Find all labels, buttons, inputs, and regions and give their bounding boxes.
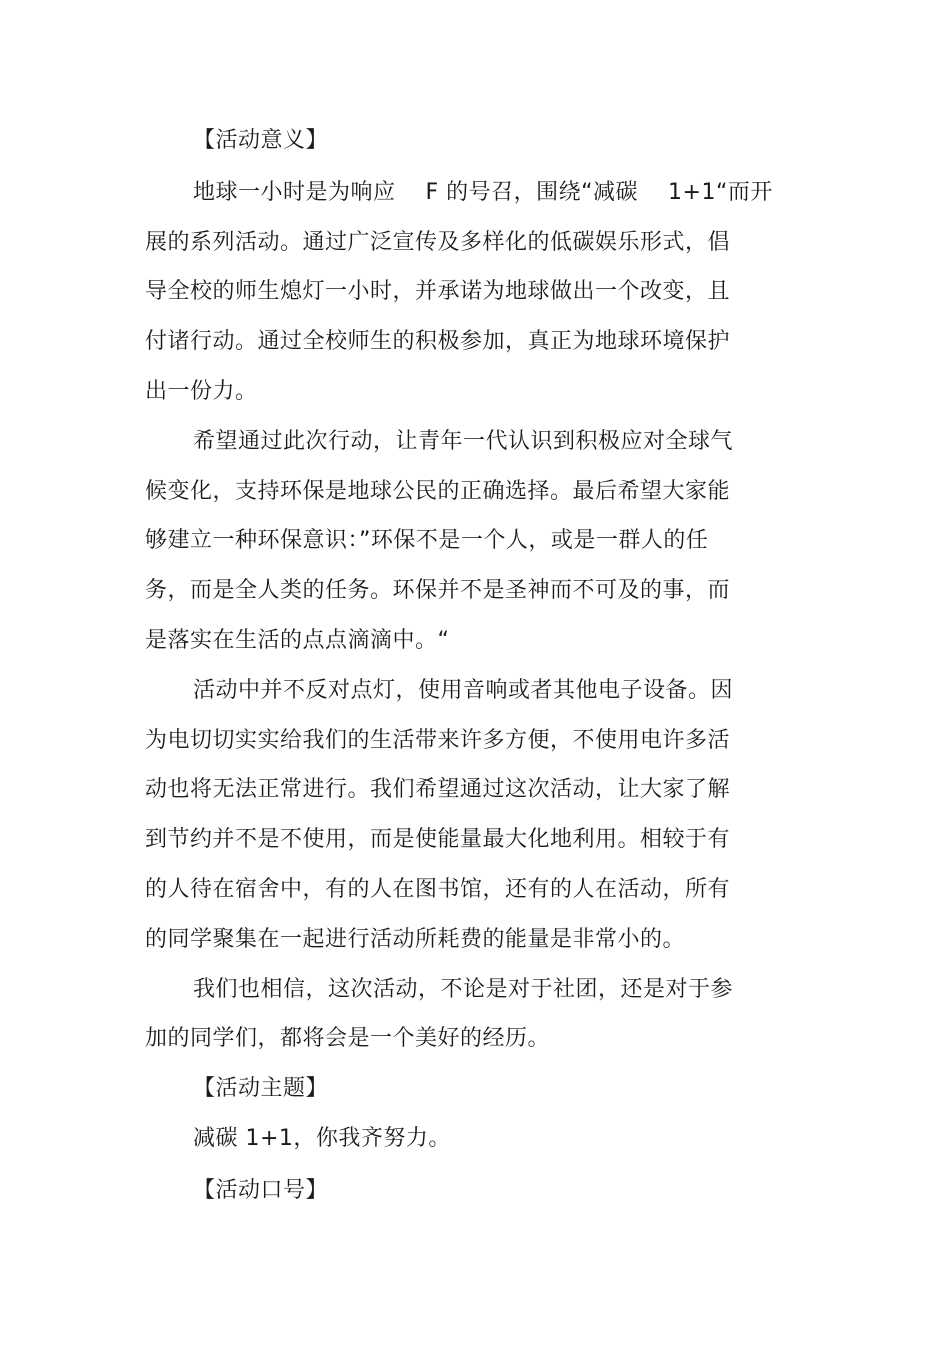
paragraph-line: 导全校的师生熄灯一小时，并承诺为地球做出一个改变，且 xyxy=(145,279,731,304)
paragraph-line: 为电切切实实给我们的生活带来许多方便，不使用电许多活 xyxy=(145,728,731,753)
paragraph-line: 我们也相信，这次活动，不论是对于社团，还是对于参 xyxy=(193,977,734,1002)
theme-text: 减碳 1+1，你我齐努力。 xyxy=(193,1126,451,1151)
paragraph-line: 加的同学们，都将会是一个美好的经历。 xyxy=(145,1026,551,1051)
paragraph-line: 的同学聚集在一起进行活动所耗费的能量是非常小的。 xyxy=(145,927,686,952)
paragraph-line: 地球一小时是为响应 F 的号召，围绕“减碳 1+1“而开 xyxy=(193,180,773,205)
paragraph-line: 候变化，支持环保是地球公民的正确选择。最后希望大家能 xyxy=(145,479,731,504)
paragraph-line: 展的系列活动。通过广泛宣传及多样化的低碳娱乐形式，倡 xyxy=(145,230,731,255)
paragraph-line: 出一份力。 xyxy=(145,379,258,404)
paragraph-line: 到节约并不是不使用，而是使能量最大化地利用。相较于有 xyxy=(145,827,731,852)
paragraph-line: 够建立一种环保意识：”环保不是一个人，或是一群人的任 xyxy=(145,528,709,553)
paragraph-line: 务，而是全人类的任务。环保并不是圣神而不可及的事，而 xyxy=(145,578,731,603)
paragraph-line: 活动中并不反对点灯，使用音响或者其他电子设备。因 xyxy=(193,678,734,703)
section-heading-slogan: 【活动口号】 xyxy=(193,1178,329,1203)
paragraph-line: 付诸行动。通过全校师生的积极参加，真正为地球环境保护 xyxy=(145,329,731,354)
paragraph-line: 动也将无法正常进行。我们希望通过这次活动，让大家了解 xyxy=(145,777,731,802)
paragraph-line: 希望通过此次行动，让青年一代认识到积极应对全球气 xyxy=(193,429,734,454)
section-heading-significance: 【活动意义】 xyxy=(193,128,329,153)
section-heading-theme: 【活动主题】 xyxy=(193,1076,329,1101)
paragraph-line: 是落实在生活的点点滴滴中。“ xyxy=(145,628,450,653)
paragraph-line: 的人待在宿舍中，有的人在图书馆，还有的人在活动，所有 xyxy=(145,877,731,902)
